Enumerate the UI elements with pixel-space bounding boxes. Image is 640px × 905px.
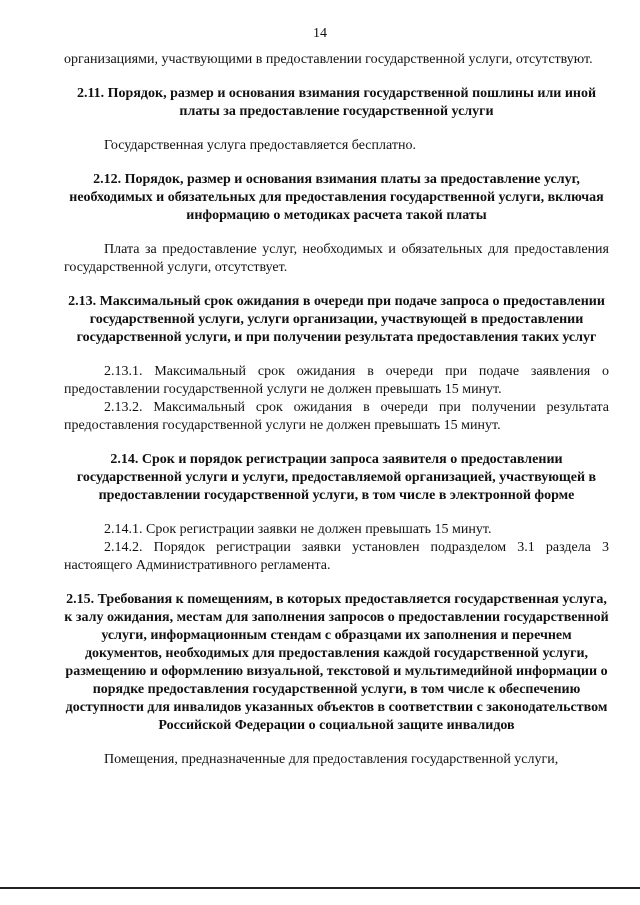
paragraph-2-15: Помещения, предназначенные для предоставления государственной услуги, (104, 752, 559, 767)
section-heading-2-13: 2.13. Максимальный срок ожидания в очереди при подаче запроса о предоставлении государственной услуги, услуги организации, участвующей в предоставлении государственной услуги, и при получении результата предоставления таких услуг (68, 294, 605, 345)
page-bottom-rule (0, 887, 640, 889)
section-heading-2-15: 2.15. Требования к помещениям, в которых предоставляется государственная услуга, к залу ожидания, местам для заполнения запросов о предоставлении государственной услуги, информационным стендам с образцами их заполнения и перечнем документов, необходимых для предоставления каждой государственной услуги, размещению и оформлению визуальной, текстовой и мультимедийной информации о порядке предоставления государственной услуги, в том числе к обеспечению доступности для инвалидов указанных объектов в соответствии с законодательством Российской Федерации о социальной защите инвалидов (64, 592, 609, 733)
paragraph-2-11: Государственная услуга предоставляется бесплатно. (104, 138, 416, 153)
page-number: 14 (313, 26, 327, 41)
paragraph-2-13-1: 2.13.1. Максимальный срок ожидания в очереди при подаче заявления о предоставлении государственной услуги не должен превышать 15 минут. (64, 364, 609, 397)
paragraph-2-13-2: 2.13.2. Максимальный срок ожидания в очереди при получении результата предоставления государственной услуги не должен превышать 15 минут. (64, 400, 609, 433)
section-heading-2-14: 2.14. Срок и порядок регистрации запроса заявителя о предоставлении государственной услуги и услуги, предоставляемой организацией, участвующей в предоставлении государственной услуги, в том числе в электронной форме (76, 452, 597, 503)
document-body (64, 51, 609, 769)
paragraph-2-14-2: 2.14.2. Порядок регистрации заявки установлен подразделом 3.1 раздела 3 настоящего Административного регламента. (64, 540, 609, 573)
paragraph-intro-continuation: организациями, участвующими в предоставлении государственной услуги, отсутствуют. (64, 52, 593, 67)
section-heading-2-11: 2.11. Порядок, размер и основания взимания государственной пошлины или иной платы за предоставление государственной услуги (76, 86, 597, 119)
paragraph-2-14-1: 2.14.1. Срок регистрации заявки не должен превышать 15 минут. (104, 522, 492, 537)
section-heading-2-12: 2.12. Порядок, размер и основания взимания платы за предоставление услуг, необходимых и обязательных для предоставления государственной услуги, включая информацию о методиках расчета такой платы (69, 172, 604, 223)
paragraph-2-12: Плата за предоставление услуг, необходимых и обязательных для предоставления государственной услуги, отсутствует. (64, 242, 609, 275)
